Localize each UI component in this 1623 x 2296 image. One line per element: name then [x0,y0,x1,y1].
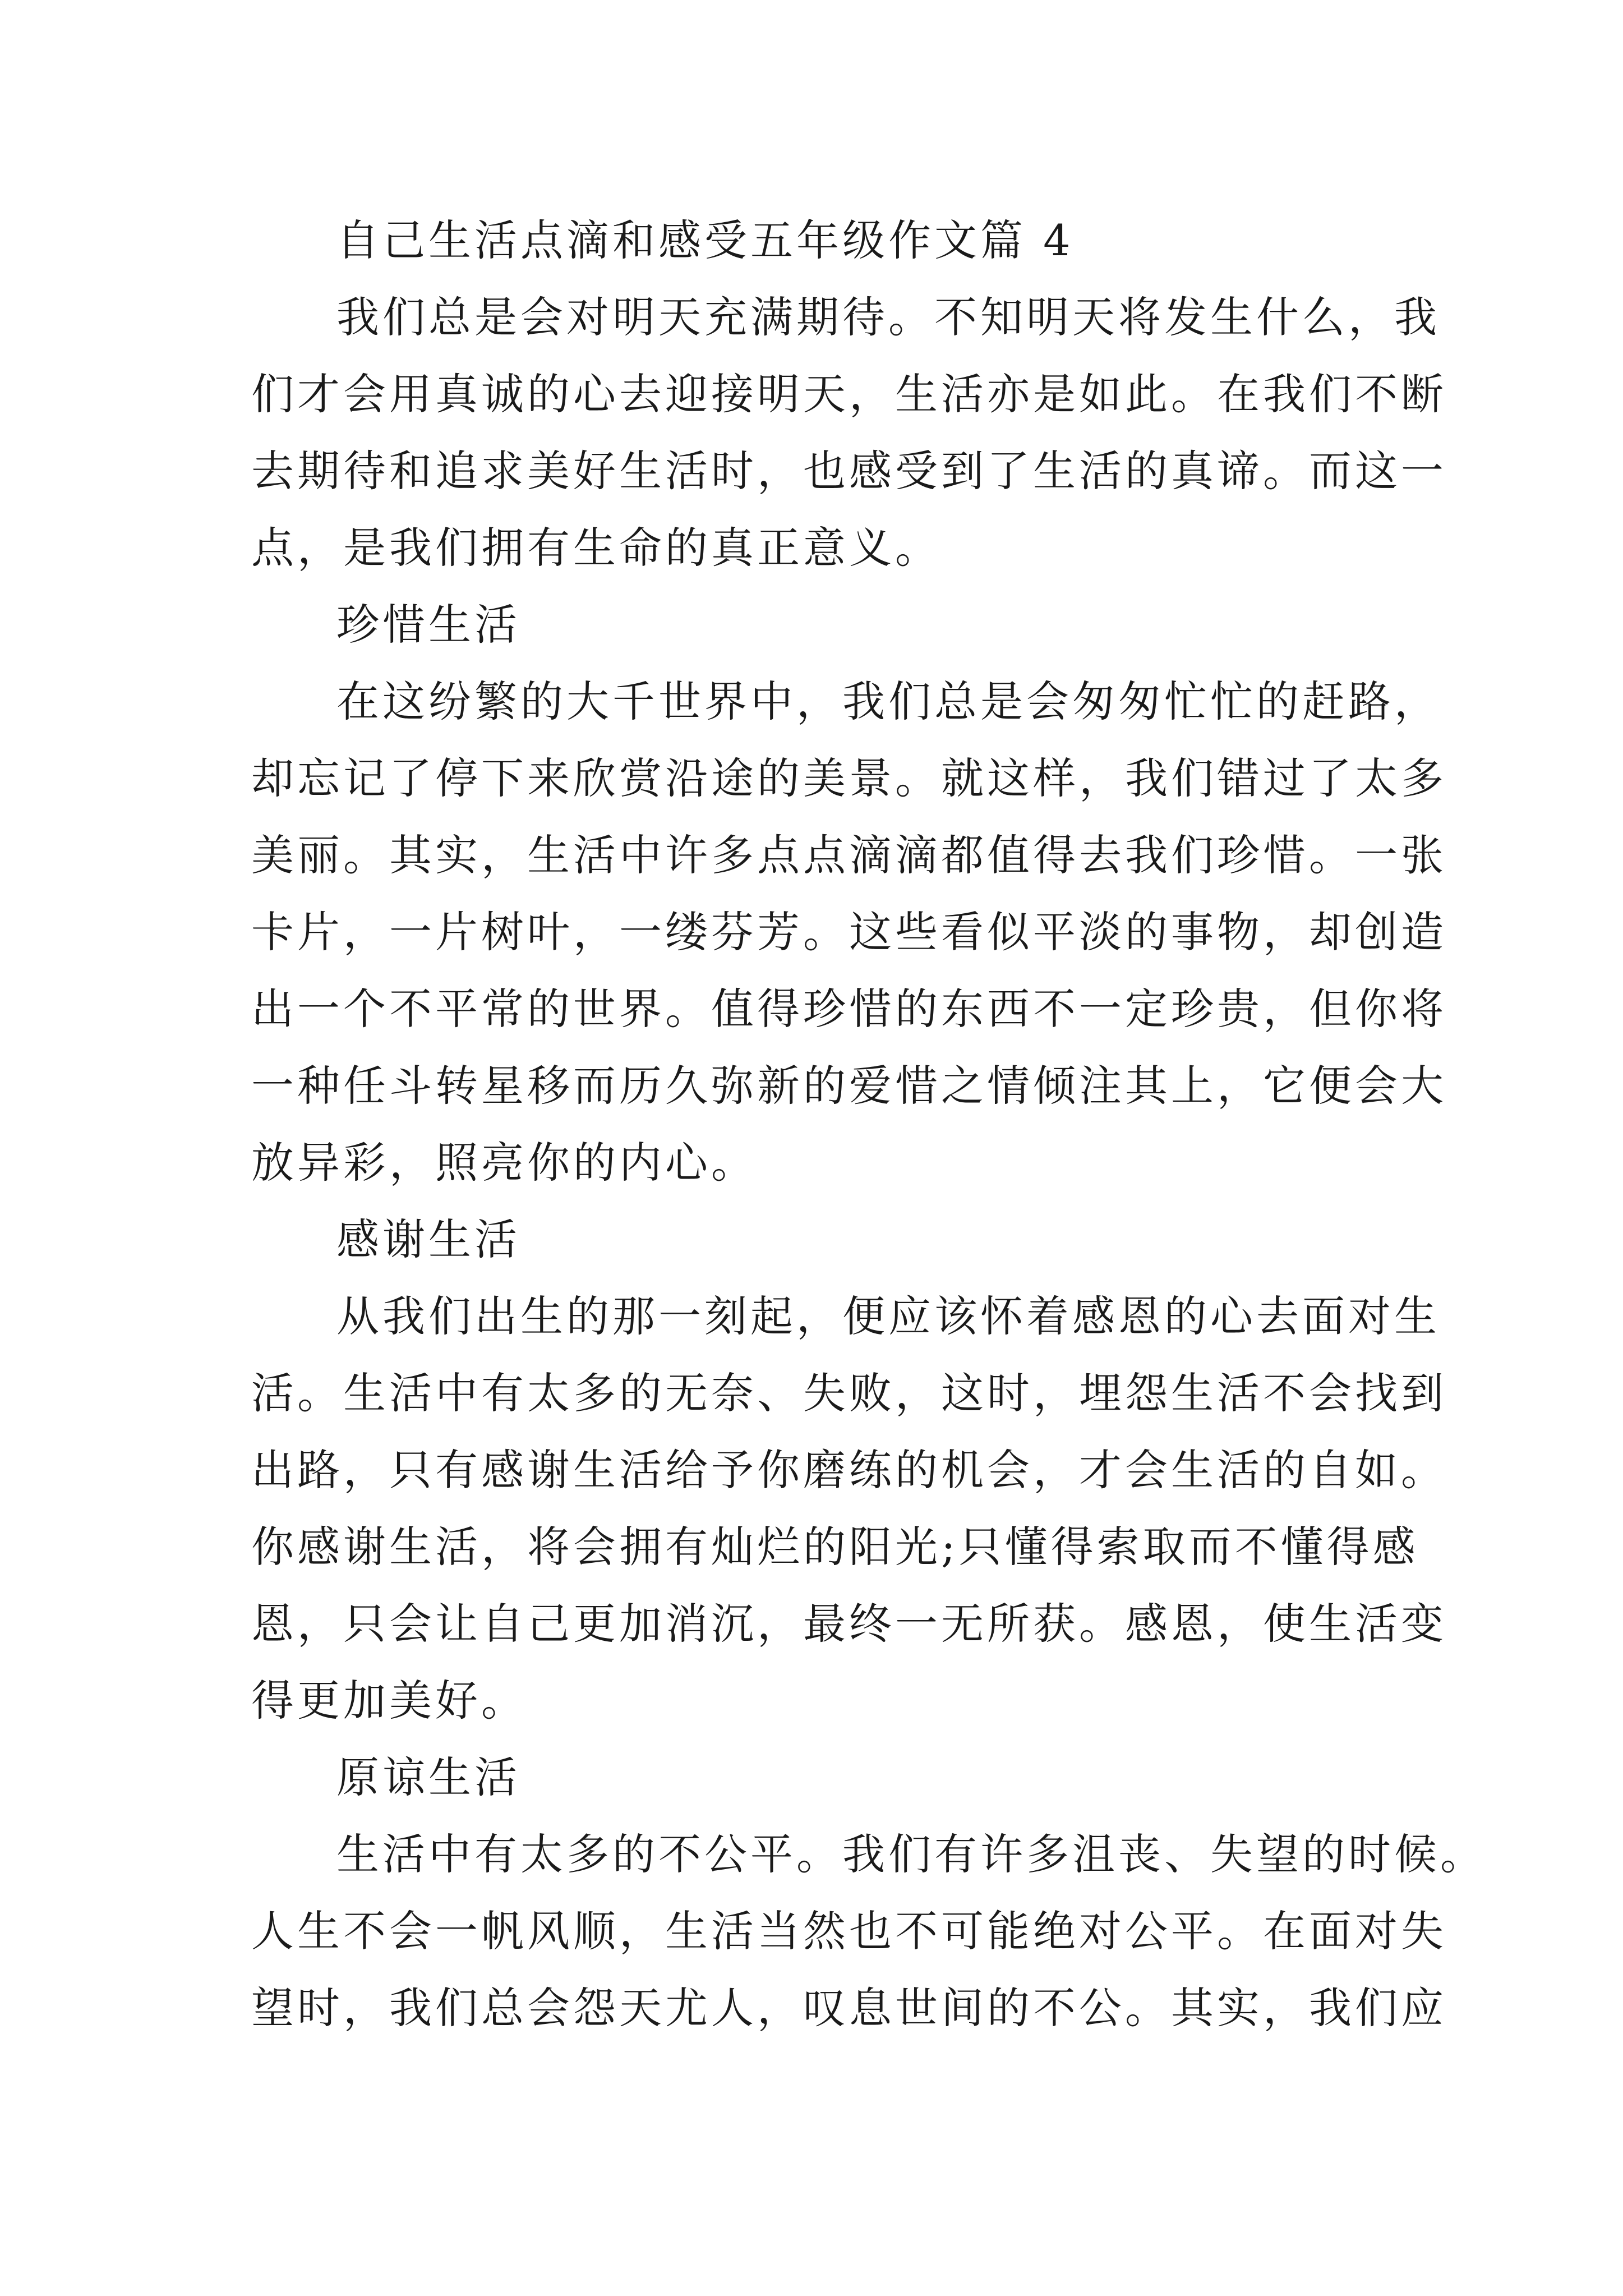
paragraph-line: 望时，我们总会怨天尤人，叹息世间的不公。其实，我们应 [251,1983,1447,2033]
section-heading-cherish: 珍惜生活 [336,600,520,650]
paragraph-line: 卡片，一片树叶，一缕芬芳。这些看似平淡的事物，却创造 [251,907,1447,957]
paragraph-line: 生活中有太多的不公平。我们有许多沮丧、失望的时候。 [336,1829,1486,1879]
paragraph-line: 从我们出生的那一刻起，便应该怀着感恩的心去面对生 [336,1291,1440,1341]
essay-title: 自己生活点滴和感受五年级作文篇 4 [336,215,1074,265]
paragraph-line: 一种任斗转星移而历久弥新的爱惜之情倾注其上，它便会大 [251,1061,1447,1111]
paragraph-line: 活。生活中有太多的无奈、失败，这时，埋怨生活不会找到 [251,1368,1447,1418]
paragraph-line: 得更加美好。 [251,1676,527,1726]
paragraph-line: 恩，只会让自己更加消沉，最终一无所获。感恩，使生活变 [251,1599,1447,1649]
paragraph-line: 点，是我们拥有生命的真正意义。 [251,523,941,573]
paragraph-line: 在这纷繁的大千世界中，我们总是会匆匆忙忙的赶路， [336,677,1440,726]
paragraph-line: 出路，只有感谢生活给予你磨练的机会，才会生活的自如。 [251,1445,1447,1495]
essay-body [251,202,1486,2046]
paragraph-line: 我们总是会对明天充满期待。不知明天将发生什么，我 [336,292,1440,342]
paragraph-line: 们才会用真诚的心去迎接明天，生活亦是如此。在我们不断 [251,369,1447,419]
paragraph-line: 去期待和追求美好生活时，也感受到了生活的真谛。而这一 [251,446,1447,496]
paragraph-line: 美丽。其实，生活中许多点点滴滴都值得去我们珍惜。一张 [251,830,1447,880]
section-heading-thank: 感谢生活 [336,1214,520,1264]
paragraph-line: 出一个不平常的世界。值得珍惜的东西不一定珍贵，但你将 [251,984,1447,1034]
section-heading-forgive: 原谅生活 [336,1752,520,1802]
paragraph-line: 却忘记了停下来欣赏沿途的美景。就这样，我们错过了太多 [251,753,1447,803]
paragraph-line: 人生不会一帆风顺，生活当然也不可能绝对公平。在面对失 [251,1906,1447,1956]
paragraph-line: 你感谢生活，将会拥有灿烂的阳光;只懂得索取而不懂得感 [251,1522,1419,1572]
paragraph-line: 放异彩，照亮你的内心。 [251,1138,757,1188]
